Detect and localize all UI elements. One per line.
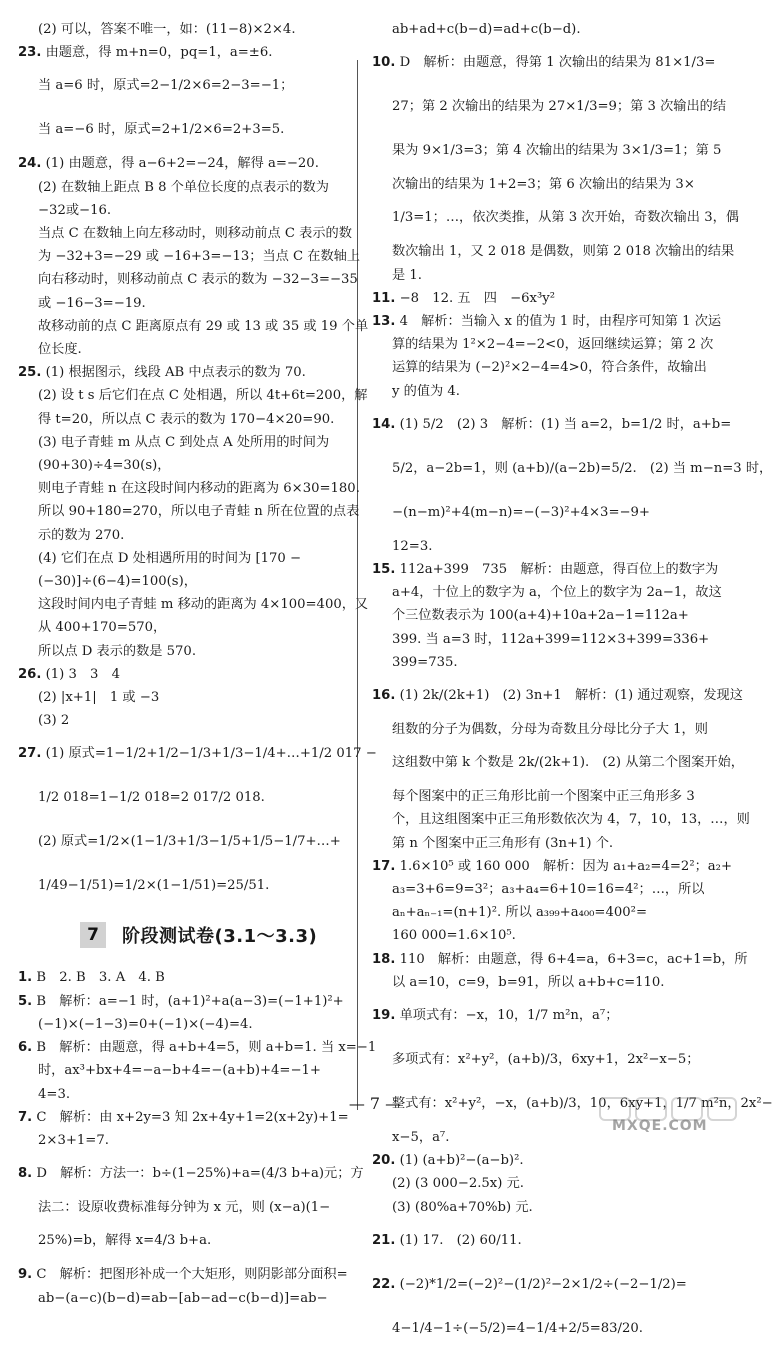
text-line [18, 1263, 348, 1286]
answer-text: (4) 它们在点 D 处相遇所用的时间为 [170 − [38, 550, 302, 566]
text-line [372, 901, 724, 924]
question-number: 14. [372, 416, 396, 432]
text-line [372, 855, 732, 878]
text-line [18, 431, 348, 454]
text-line [372, 832, 724, 855]
text-line [372, 1263, 724, 1307]
text-line [372, 491, 724, 535]
answer-text: C 解析：把图形补成一个大矩形，则阴影部分面积= [36, 1267, 348, 1283]
answer-text: (1) 由题意，得 a−6+2=−24，解得 a=−20. [45, 156, 319, 172]
answer-text: ab+ad+c(b−d)=ad+c(b−d). [392, 22, 581, 37]
answer-text: a+4，十位上的数字为 a，个位上的数字为 2a−1，故这 [392, 585, 722, 601]
watermark-text: MXQE.COM [612, 1118, 708, 1134]
question-number: 5. [18, 993, 33, 1009]
question-number: 16. [372, 688, 396, 704]
right-column [372, 18, 773, 1351]
question-number: 23. [18, 45, 42, 61]
text-line [372, 785, 724, 808]
answer-text: (1) (a+b)²−(a−b)². [399, 1153, 524, 1169]
question-number: 25. [18, 365, 42, 381]
answer-text: D 解析：由题意，得第 1 次输出的结果为 81×1/3= [399, 55, 716, 71]
answer-text: 1/49−1/51)=1/2×(1−1/51)=25/51. [38, 878, 270, 894]
text-line [18, 1129, 348, 1152]
answer-text: (90+30)÷4=30(s)， [38, 458, 171, 474]
text-line [372, 558, 724, 581]
text-line [18, 524, 348, 547]
question-number: 13. [372, 314, 396, 330]
answer-text: 故移动前的点 C 距离原点有 29 或 13 或 35 或 19 个单 [38, 318, 369, 334]
text-line [18, 640, 348, 663]
answer-text: x−5，a⁷. [392, 1130, 450, 1146]
answer-text: 所以 90+180=270，所以电子青蛙 n 所在位置的点表 [38, 504, 360, 520]
answer-text: 当 a=6 时，原式=2−1/2×6=2−3=−1； [38, 78, 294, 94]
text-line [18, 199, 348, 222]
answer-text: 每个图案中的正三角形比前一个图案中正三角形多 3 [392, 789, 695, 805]
text-line [372, 356, 724, 379]
question-number: 8. [18, 1166, 33, 1182]
text-line [18, 41, 348, 64]
text-line [372, 264, 724, 287]
text-line [372, 18, 724, 41]
answer-text: 为 −32+3=−29 或 −16+3=−13；当点 C 在数轴上 [38, 249, 361, 265]
answer-text: B 解析：由题意，得 a+b+4=5，则 a+b=1. 当 x=−1 [36, 1040, 377, 1056]
answer-text: 这组数中第 k 个数是 2k/(2k+1). (2) 从第二个图案开始， [392, 755, 744, 771]
text-line [372, 1172, 724, 1195]
answer-text: 12=3. [392, 538, 433, 554]
answer-text: aₙ+aₙ₋₁=(n+1)². 所以 a₃₉₉+a₄₀₀=400²= [392, 905, 647, 921]
section-title: 阶段测试卷(3.1～3.3) [122, 926, 318, 948]
text-line [372, 718, 724, 741]
text-line [372, 85, 727, 129]
question-number: 17. [372, 858, 396, 874]
text-line [18, 18, 348, 41]
text-line [372, 1307, 724, 1351]
answer-text: −32或−16. [38, 202, 112, 218]
text-line [18, 709, 348, 732]
answer-text: (2) (3 000−2.5x) 元. [392, 1176, 524, 1192]
text-line [372, 674, 743, 718]
text-line [18, 477, 360, 500]
answer-text: (1) 5/2 (2) 3 解析：(1) 当 a=2，b=1/2 时，a+b= [399, 416, 732, 432]
text-line [18, 1196, 348, 1219]
text-line [18, 864, 348, 908]
text-line [18, 547, 348, 570]
text-line [18, 663, 348, 686]
answer-text: (2) 可以，答案不唯一，如：(11−8)×2×4. [38, 22, 296, 37]
answer-text: 4 解析：当输入 x 的值为 1 时，由程序可知第 1 次运 [399, 314, 722, 330]
text-line [372, 41, 724, 85]
answer-text: 110 解析：由题意，得 6+4=a，6+3=c，ac+1=b，所 [399, 951, 748, 967]
text-line [18, 1013, 348, 1036]
answer-text: (3) 电子青蛙 m 从点 C 到处点 A 处所用的时间为 [38, 434, 330, 450]
text-line [18, 1059, 348, 1082]
text-line [372, 1196, 724, 1219]
question-number: 7. [18, 1109, 33, 1125]
question-number: 18. [372, 951, 396, 967]
answer-text: 4=3. [38, 1086, 71, 1102]
section-number-badge: 7 [80, 922, 106, 948]
answer-text: ab−(a−c)(b−d)=ab−[ab−ad−c(b−d)]=ab− [38, 1290, 328, 1306]
text-line [372, 173, 724, 196]
answer-text: (−2)*1/2=(−2)²−(1/2)²−2×1/2÷(−2−1/2)= [399, 1276, 687, 1292]
text-line [372, 535, 724, 558]
question-number: 20. [372, 1153, 396, 1169]
text-line [18, 500, 360, 523]
answer-text: 运算的结果为 (−2)²×2−4=4>0，符合条件，故输出 [392, 360, 707, 376]
page-number: — 7 — [348, 1094, 402, 1113]
text-line [372, 240, 735, 263]
answer-text: (1) 2k/(2k+1) (2) 3n+1 解析：(1) 通过观察，发现这 [399, 688, 743, 704]
text-line [18, 338, 348, 361]
answer-text: (2) |x+1| 1 或 −3 [38, 690, 160, 706]
text-line [18, 570, 348, 593]
text-line [18, 820, 348, 864]
answer-text: 则电子青蛙 n 在这段时间内移动的距离为 6×30=180. [38, 481, 360, 497]
answer-text: 次输出的结果为 1+2=3；第 6 次输出的结果为 3× [392, 177, 695, 193]
question-number: 26. [18, 666, 42, 682]
answer-text: 得 t=20，所以点 C 表示的数为 170−4×20=90. [38, 411, 335, 427]
text-line [18, 176, 348, 199]
answer-text: (−30)]÷(6−4)=100(s)， [38, 574, 197, 590]
text-line [372, 878, 724, 901]
text-line [18, 1219, 348, 1263]
left-column [18, 18, 377, 1310]
answer-text: 位长度. [38, 342, 82, 358]
text-line [18, 361, 348, 384]
answer-text: (−1)×(−1−3)=0+(−1)×(−4)=4. [38, 1016, 253, 1032]
text-line [18, 686, 348, 709]
answer-text: (1) 原式=1−1/2+1/2−1/3+1/3−1/4+…+1/2 017 − [45, 746, 377, 762]
answer-text: y 的值为 4. [392, 383, 460, 399]
answer-text: 25%)=b，解得 x=4/3 b+a. [38, 1233, 212, 1249]
question-number: 10. [372, 55, 396, 71]
answer-text: −8 12. 五 四 −6x³y² [399, 290, 556, 306]
answer-text: 当 a=−6 时，原式=2+1/2×6=2+3=5. [38, 122, 285, 138]
question-number: 1. [18, 970, 33, 986]
answer-text: 算的结果为 1²×2−4=−2<0，返回继续运算；第 2 次 [392, 337, 714, 353]
question-number: 21. [372, 1232, 396, 1248]
text-line [372, 581, 724, 604]
text-line [372, 994, 724, 1038]
answer-text: 112a+399 735 解析：由题意，得百位上的数字为 [399, 562, 719, 578]
text-line [372, 808, 750, 831]
text-line [372, 741, 744, 785]
text-line [372, 333, 724, 356]
answer-text: 1/3=1；…，依次类推，从第 3 次开始，奇数次输出 3，偶 [392, 210, 739, 226]
text-line [372, 1038, 724, 1082]
answer-text: B 解析：a=−1 时，(a+1)²+a(a−3)=(−1+1)²+ [36, 993, 344, 1009]
answer-text: 由题意，得 m+n=0，pq=1，a=±6. [45, 45, 273, 61]
answer-text: 或 −16−3=−19. [38, 295, 146, 311]
answer-text: 以 a=10，c=9，b=91，所以 a+b+c=110. [392, 974, 665, 990]
answer-text: 向右移动时，则移动前点 C 表示的数为 −32−3=−35 [38, 272, 358, 288]
answer-text: (1) 3 3 4 [45, 666, 120, 682]
text-line [18, 776, 348, 820]
answer-text: B 2. B 3. A 4. B [36, 970, 165, 986]
section-header [80, 922, 348, 948]
text-line [372, 628, 724, 651]
answer-text: 2×3+1=7. [38, 1132, 109, 1148]
answer-text: 是 1. [392, 267, 422, 283]
text-line [372, 310, 724, 333]
answer-text: 所以点 D 表示的数是 570. [38, 643, 197, 659]
question-number: 27. [18, 746, 42, 762]
text-line [372, 129, 724, 173]
question-number: 22. [372, 1276, 396, 1292]
text-line [18, 222, 352, 245]
answer-text: (2) 设 t s 后它们在点 C 处相遇，所以 4t+6t=200，解 [38, 388, 368, 404]
answer-text: 组数的分子为偶数，分母为奇数且分母比分子大 1，则 [392, 722, 708, 738]
text-line [18, 108, 348, 152]
text-line [372, 447, 773, 491]
text-line [372, 380, 724, 403]
text-line [372, 1219, 724, 1263]
text-line [372, 196, 739, 240]
answer-text: D 解析：方法一：b÷(1−25%)+a=(4/3 b+a)元；方 [36, 1166, 364, 1182]
answer-text: (3) 2 [38, 713, 70, 729]
text-line [18, 384, 368, 407]
text-line [18, 616, 348, 639]
text-line [18, 408, 348, 431]
text-line [18, 64, 348, 108]
question-number: 19. [372, 1008, 396, 1024]
answer-text: 1/2 018=1−1/2 018=2 017/2 018. [38, 790, 265, 806]
answer-text: C 解析：由 x+2y=3 知 2x+4y+1=2(x+2y)+1= [36, 1109, 349, 1125]
answer-text: (2) 在数轴上距点 B 8 个单位长度的点表示的数为 [38, 179, 329, 195]
answer-text: −(n−m)²+4(m−n)=−(−3)²+4×3=−9+ [392, 504, 650, 520]
text-line [18, 1036, 377, 1059]
answer-text: 时，ax³+bx+4=−a−b+4=−(a+b)+4=−1+ [38, 1063, 321, 1079]
text-line [18, 268, 358, 291]
column-divider [357, 60, 358, 1110]
answer-text: 个三位数表示为 100(a+4)+10a+2a−1=112a+ [392, 608, 689, 624]
answer-text: 示的数为 270. [38, 527, 125, 543]
text-line [18, 732, 377, 776]
text-line [372, 604, 724, 627]
text-line [18, 454, 348, 477]
text-line [372, 948, 748, 971]
answer-text: 多项式有：x²+y²，(a+b)/3，6xy+1，2x²−x−5； [392, 1052, 700, 1068]
answer-text: 当点 C 在数轴上向左移动时，则移动前点 C 表示的数 [38, 226, 352, 242]
text-line [372, 403, 732, 447]
answer-text: 第 n 个图案中正三角形有 (3n+1) 个. [392, 835, 614, 851]
answer-text: 这段时间内电子青蛙 m 移动的距离为 4×100=400，又 [38, 597, 369, 613]
answer-text: (3) (80%a+70%b) 元. [392, 1199, 533, 1215]
text-line [372, 971, 724, 994]
text-line [372, 1149, 724, 1172]
answer-text: 从 400+170=570， [38, 620, 167, 636]
answer-text: 个，且这组图案中正三角形数依次为 4，7，10，13，…，则 [392, 812, 750, 828]
question-number: 6. [18, 1040, 33, 1056]
text-line [18, 152, 348, 175]
answer-text: a₃=3+6=9=3²；a₃+a₄=6+10=16=4²；…，所以 [392, 882, 705, 898]
answer-text: 法二：设原收费标准每分钟为 x 元，则 (x−a)(1− [38, 1200, 331, 1216]
answer-text: 5/2，a−2b=1，则 (a+b)/(a−2b)=5/2. (2) 当 m−n=3 时， [392, 460, 773, 476]
question-number: 9. [18, 1267, 33, 1283]
question-number: 11. [372, 290, 396, 306]
text-line [18, 1287, 348, 1310]
text-line [372, 287, 724, 310]
answer-text: 27；第 2 次输出的结果为 27×1/3=9；第 3 次输出的结 [392, 99, 727, 115]
answer-text: 399. 当 a=3 时，112a+399=112×3+399=336+ [392, 631, 710, 647]
question-number: 24. [18, 156, 42, 172]
answer-text: 数次输出 1，又 2 018 是偶数，则第 2 018 次输出的结果 [392, 244, 735, 260]
text-line [18, 245, 361, 268]
question-number: 15. [372, 562, 396, 578]
answer-text: (1) 根据图示，线段 AB 中点表示的数为 70. [45, 365, 306, 381]
text-line [18, 966, 348, 989]
text-line [18, 292, 348, 315]
answer-text: (1) 17. (2) 60/11. [399, 1232, 522, 1248]
answer-text: 4−1/4−1÷(−5/2)=4−1/4+2/5=83/20. [392, 1320, 643, 1336]
text-line [18, 593, 369, 616]
answer-text: (2) 原式=1/2×(1−1/3+1/3−1/5+1/5−1/7+…+ [38, 834, 341, 850]
text-line [18, 315, 369, 338]
answer-text: 1.6×10⁵ 或 160 000 解析：因为 a₁+a₂=4=2²；a₂+ [399, 858, 732, 874]
answer-text: 399=735. [392, 654, 458, 670]
text-line [372, 924, 724, 947]
answer-text: 160 000=1.6×10⁵. [392, 928, 516, 944]
answer-text: 单项式有：−x，10，1/7 m²n，a⁷； [399, 1008, 619, 1024]
text-line [18, 990, 348, 1013]
text-line [18, 1152, 364, 1196]
answer-text: 整式有：x²+y²，−x，(a+b)/3，10，6xy+1，1/7 m²n，2x²− [392, 1096, 773, 1112]
text-line [372, 651, 724, 674]
answer-text: 果为 9×1/3=3；第 4 次输出的结果为 3×1/3=1；第 5 [392, 143, 722, 159]
